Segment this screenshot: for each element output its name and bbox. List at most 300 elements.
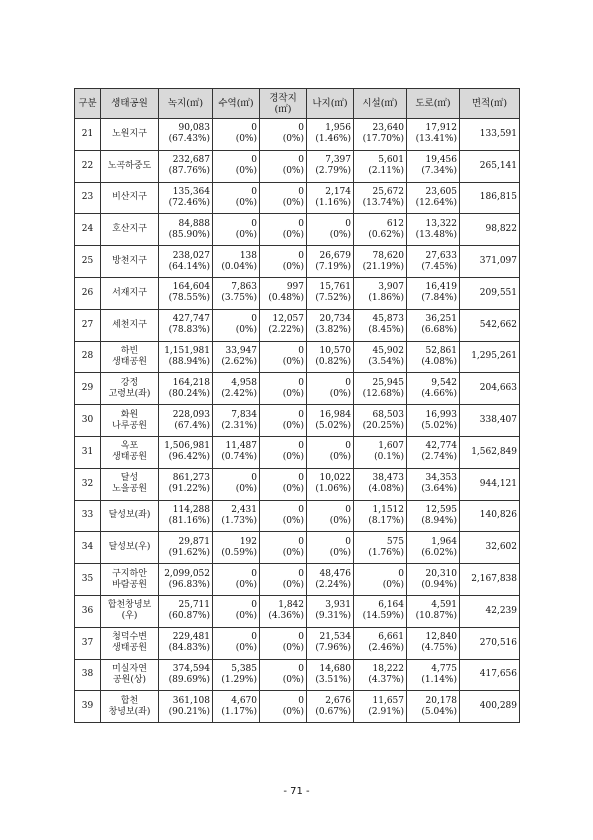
value-percent: (1.46%) xyxy=(315,134,351,145)
value-cell xyxy=(159,627,213,659)
value-cell xyxy=(260,627,307,659)
value-cell xyxy=(354,595,407,627)
value-amount: 0 xyxy=(298,123,304,134)
value-cell xyxy=(260,214,307,246)
value-cell xyxy=(159,214,213,246)
value-cell xyxy=(159,595,213,627)
table-row xyxy=(75,436,520,468)
value-amount: 36,251 xyxy=(425,314,457,325)
value-percent: (5.02%) xyxy=(315,420,351,431)
value-amount: 0 xyxy=(345,218,351,229)
value-cell xyxy=(213,246,260,278)
value-percent: (3.75%) xyxy=(221,293,257,304)
value-cell xyxy=(407,659,460,691)
value-amount: 0 xyxy=(298,441,304,452)
value-amount: 0 xyxy=(345,377,351,388)
value-cell xyxy=(159,373,213,405)
value-percent: (0%) xyxy=(282,166,304,177)
table-row xyxy=(75,691,520,723)
value-percent: (2.91%) xyxy=(368,706,404,717)
value-amount: 4,775 xyxy=(431,663,457,674)
value-amount: 10,570 xyxy=(319,345,351,356)
table-row xyxy=(75,532,520,564)
value-percent: (7.45%) xyxy=(421,261,457,272)
area-total: 417,656 xyxy=(460,659,520,691)
value-percent: (0%) xyxy=(329,388,351,399)
value-percent: (60.87%) xyxy=(168,611,210,622)
value-percent: (13.74%) xyxy=(362,197,404,208)
value-percent: (4.08%) xyxy=(421,356,457,367)
value-percent: (21.19%) xyxy=(362,261,404,272)
park-name xyxy=(101,691,159,723)
value-percent: (2.62%) xyxy=(221,356,257,367)
value-cell xyxy=(159,405,213,437)
value-percent: (0%) xyxy=(235,134,257,145)
value-cell xyxy=(407,627,460,659)
value-amount: 3,907 xyxy=(378,282,404,293)
area-total: 265,141 xyxy=(460,150,520,182)
park-name-line: 생태공원 xyxy=(112,356,147,367)
value-percent: (10.87%) xyxy=(415,611,457,622)
park-name-line: 호산지구 xyxy=(112,224,147,235)
value-cell xyxy=(307,468,354,500)
table-row xyxy=(75,182,520,214)
header-cell: 생태공원 xyxy=(101,89,159,119)
park-name xyxy=(101,277,159,309)
value-amount: 1,151,981 xyxy=(164,345,210,356)
value-cell xyxy=(307,277,354,309)
value-cell xyxy=(354,246,407,278)
value-amount: 9,542 xyxy=(431,377,457,388)
value-percent: (0%) xyxy=(282,579,304,590)
table-row xyxy=(75,500,520,532)
value-percent: (0%) xyxy=(282,674,304,685)
value-cell xyxy=(354,373,407,405)
row-id: 38 xyxy=(75,659,101,691)
value-percent: (0.74%) xyxy=(221,452,257,463)
land-use-table xyxy=(74,88,520,723)
value-amount: 0 xyxy=(251,473,257,484)
value-percent: (2.11%) xyxy=(368,166,404,177)
value-cell xyxy=(260,659,307,691)
value-amount: 0 xyxy=(345,536,351,547)
header-cell: 시설(㎡) xyxy=(354,89,407,119)
header-cell: 면적(㎡) xyxy=(460,89,520,119)
value-percent: (2.46%) xyxy=(368,643,404,654)
value-cell xyxy=(407,246,460,278)
value-cell xyxy=(307,659,354,691)
value-percent: (0%) xyxy=(235,643,257,654)
value-percent: (0%) xyxy=(329,515,351,526)
header-cell: 녹지(㎡) xyxy=(159,89,213,119)
value-cell xyxy=(407,436,460,468)
table-body xyxy=(75,119,520,723)
value-cell xyxy=(407,373,460,405)
value-amount: 0 xyxy=(298,155,304,166)
value-percent: (9.31%) xyxy=(315,611,351,622)
park-name-line: 합천 xyxy=(120,695,139,706)
value-percent: (3.82%) xyxy=(315,325,351,336)
value-percent: (8.17%) xyxy=(368,515,404,526)
header-cell: 경작지(㎡) xyxy=(260,89,307,119)
value-cell xyxy=(213,659,260,691)
table-row xyxy=(75,277,520,309)
value-percent: (84.83%) xyxy=(168,643,210,654)
value-percent: (4.66%) xyxy=(421,388,457,399)
park-name xyxy=(101,468,159,500)
value-amount: 19,456 xyxy=(425,155,457,166)
value-cell xyxy=(213,150,260,182)
row-id: 31 xyxy=(75,436,101,468)
row-id: 22 xyxy=(75,150,101,182)
park-name xyxy=(101,532,159,564)
value-percent: (6.02%) xyxy=(421,547,457,558)
park-name-line: 합천창녕보 xyxy=(107,600,152,611)
area-total: 542,662 xyxy=(460,309,520,341)
area-total: 133,591 xyxy=(460,119,520,151)
park-name-line: 강정 xyxy=(120,377,139,388)
value-amount: 192 xyxy=(239,536,257,547)
value-amount: 0 xyxy=(251,155,257,166)
value-cell xyxy=(307,246,354,278)
value-amount: 1,964 xyxy=(431,536,457,547)
value-cell xyxy=(213,277,260,309)
value-amount: 17,912 xyxy=(425,123,457,134)
value-amount: 0 xyxy=(251,186,257,197)
value-cell xyxy=(260,277,307,309)
value-amount: 238,027 xyxy=(172,250,210,261)
value-amount: 114,288 xyxy=(172,504,210,515)
value-amount: 23,605 xyxy=(425,186,457,197)
value-cell xyxy=(159,277,213,309)
row-id: 32 xyxy=(75,468,101,500)
header-cell: 나지(㎡) xyxy=(307,89,354,119)
table-row xyxy=(75,309,520,341)
value-amount: 1,842 xyxy=(278,600,304,611)
value-cell xyxy=(307,150,354,182)
area-total: 98,822 xyxy=(460,214,520,246)
value-percent: (2.79%) xyxy=(315,166,351,177)
value-amount: 78,620 xyxy=(372,250,404,261)
value-cell xyxy=(213,468,260,500)
value-percent: (88.94%) xyxy=(168,356,210,367)
header-cell: 수역(㎡) xyxy=(213,89,260,119)
value-cell xyxy=(260,150,307,182)
value-cell xyxy=(260,691,307,723)
area-total: 140,826 xyxy=(460,500,520,532)
value-amount: 7,397 xyxy=(325,155,351,166)
row-id: 24 xyxy=(75,214,101,246)
value-amount: 18,222 xyxy=(372,663,404,674)
value-amount: 84,888 xyxy=(178,218,210,229)
value-percent: (64.14%) xyxy=(168,261,210,272)
value-percent: (0%) xyxy=(282,229,304,240)
value-cell xyxy=(354,341,407,373)
value-cell xyxy=(213,500,260,532)
value-percent: (0%) xyxy=(235,579,257,590)
park-name-line: 노을공원 xyxy=(112,484,147,495)
value-percent: (1.06%) xyxy=(315,484,351,495)
table-row xyxy=(75,627,520,659)
value-percent: (1.29%) xyxy=(221,674,257,685)
table-row xyxy=(75,214,520,246)
park-name-line: 비산지구 xyxy=(112,192,147,203)
value-cell xyxy=(159,532,213,564)
value-cell xyxy=(307,627,354,659)
header-cell: 구분 xyxy=(75,89,101,119)
value-percent: (96.83%) xyxy=(168,579,210,590)
park-name xyxy=(101,373,159,405)
park-name-line: 달성보(좌) xyxy=(108,510,151,521)
value-percent: (0%) xyxy=(329,452,351,463)
park-name xyxy=(101,659,159,691)
value-percent: (0%) xyxy=(282,484,304,495)
value-percent: (0%) xyxy=(235,166,257,177)
value-percent: (4.36%) xyxy=(268,611,304,622)
value-amount: 164,218 xyxy=(172,377,210,388)
value-cell xyxy=(260,119,307,151)
value-cell xyxy=(159,150,213,182)
value-cell xyxy=(354,277,407,309)
value-percent: (0%) xyxy=(282,706,304,717)
value-percent: (80.24%) xyxy=(168,388,210,399)
value-amount: 861,273 xyxy=(172,473,210,484)
value-amount: 5,601 xyxy=(378,155,404,166)
value-amount: 2,099,052 xyxy=(164,568,210,579)
value-percent: (7.96%) xyxy=(315,643,351,654)
value-percent: (0%) xyxy=(282,547,304,558)
area-total: 371,097 xyxy=(460,246,520,278)
value-amount: 1,956 xyxy=(325,123,351,134)
park-name-line: (우) xyxy=(121,611,138,622)
value-percent: (1.17%) xyxy=(221,706,257,717)
value-cell xyxy=(354,119,407,151)
row-id: 35 xyxy=(75,564,101,596)
value-cell xyxy=(159,119,213,151)
value-cell xyxy=(354,150,407,182)
value-cell xyxy=(354,436,407,468)
value-cell xyxy=(213,119,260,151)
value-cell xyxy=(354,468,407,500)
value-amount: 374,594 xyxy=(172,663,210,674)
value-percent: (0%) xyxy=(329,547,351,558)
value-percent: (3.54%) xyxy=(368,356,404,367)
value-amount: 14,680 xyxy=(319,663,351,674)
park-name-line: 노곡하중도 xyxy=(107,160,152,171)
row-id: 30 xyxy=(75,405,101,437)
value-amount: 27,633 xyxy=(425,250,457,261)
park-name xyxy=(101,309,159,341)
value-percent: (0%) xyxy=(235,484,257,495)
value-amount: 12,595 xyxy=(425,504,457,515)
row-id: 37 xyxy=(75,627,101,659)
value-amount: 0 xyxy=(251,600,257,611)
value-percent: (8.94%) xyxy=(421,515,457,526)
value-amount: 0 xyxy=(298,536,304,547)
value-percent: (0%) xyxy=(235,325,257,336)
value-percent: (0%) xyxy=(282,643,304,654)
value-percent: (67.4%) xyxy=(174,420,210,431)
value-amount: 0 xyxy=(298,695,304,706)
value-cell xyxy=(260,341,307,373)
value-cell xyxy=(159,182,213,214)
area-total: 42,239 xyxy=(460,595,520,627)
value-amount: 20,310 xyxy=(425,568,457,579)
area-total: 32,602 xyxy=(460,532,520,564)
value-cell xyxy=(407,150,460,182)
value-amount: 1,1512 xyxy=(372,504,404,515)
value-cell xyxy=(407,214,460,246)
value-percent: (4.37%) xyxy=(368,674,404,685)
park-name-line: 창녕보(좌) xyxy=(108,706,151,717)
value-cell xyxy=(213,436,260,468)
value-cell xyxy=(354,627,407,659)
value-percent: (0%) xyxy=(282,452,304,463)
value-percent: (17.70%) xyxy=(362,134,404,145)
area-total: 209,551 xyxy=(460,277,520,309)
row-id: 25 xyxy=(75,246,101,278)
value-percent: (4.08%) xyxy=(368,484,404,495)
row-id: 27 xyxy=(75,309,101,341)
value-cell xyxy=(260,373,307,405)
row-id: 34 xyxy=(75,532,101,564)
value-amount: 13,322 xyxy=(425,218,457,229)
value-percent: (85.90%) xyxy=(168,229,210,240)
area-total: 1,562,849 xyxy=(460,436,520,468)
value-cell xyxy=(213,214,260,246)
value-percent: (4.75%) xyxy=(421,643,457,654)
value-amount: 29,871 xyxy=(178,536,210,547)
table-row xyxy=(75,468,520,500)
value-amount: 0 xyxy=(345,441,351,452)
value-percent: (0%) xyxy=(282,515,304,526)
value-amount: 11,657 xyxy=(372,695,404,706)
value-amount: 2,676 xyxy=(325,695,351,706)
value-percent: (14.59%) xyxy=(362,611,404,622)
value-percent: (0%) xyxy=(282,356,304,367)
value-cell xyxy=(213,373,260,405)
value-cell xyxy=(213,595,260,627)
park-name xyxy=(101,564,159,596)
value-amount: 0 xyxy=(251,568,257,579)
value-amount: 361,108 xyxy=(172,695,210,706)
value-percent: (0.48%) xyxy=(268,293,304,304)
value-amount: 33,947 xyxy=(225,345,257,356)
value-cell xyxy=(260,468,307,500)
value-percent: (6.68%) xyxy=(421,325,457,336)
value-cell xyxy=(407,500,460,532)
park-name-line: 세천지구 xyxy=(112,319,147,330)
value-percent: (0%) xyxy=(282,388,304,399)
value-percent: (0%) xyxy=(235,197,257,208)
value-amount: 16,984 xyxy=(319,409,351,420)
value-cell xyxy=(159,309,213,341)
value-percent: (12.64%) xyxy=(415,197,457,208)
value-amount: 427,747 xyxy=(172,314,210,325)
park-name-line: 노원지구 xyxy=(112,128,147,139)
value-amount: 228,093 xyxy=(172,409,210,420)
value-amount: 5,385 xyxy=(231,663,257,674)
value-amount: 12,057 xyxy=(272,314,304,325)
value-amount: 7,863 xyxy=(231,282,257,293)
value-cell xyxy=(354,691,407,723)
value-percent: (91.22%) xyxy=(168,484,210,495)
value-percent: (5.02%) xyxy=(421,420,457,431)
value-cell xyxy=(354,182,407,214)
park-name xyxy=(101,436,159,468)
value-cell xyxy=(307,436,354,468)
park-name-line: 하빈 xyxy=(120,345,139,356)
value-percent: (0%) xyxy=(329,229,351,240)
value-cell xyxy=(260,246,307,278)
value-cell xyxy=(260,500,307,532)
value-cell xyxy=(159,500,213,532)
park-name-line: 공원(상) xyxy=(112,674,147,685)
value-amount: 20,178 xyxy=(425,695,457,706)
value-percent: (0%) xyxy=(282,197,304,208)
value-amount: 0 xyxy=(298,568,304,579)
value-cell xyxy=(407,277,460,309)
value-percent: (3.51%) xyxy=(315,674,351,685)
value-amount: 0 xyxy=(298,663,304,674)
value-cell xyxy=(307,405,354,437)
value-percent: (67.43%) xyxy=(168,134,210,145)
table-row xyxy=(75,564,520,596)
value-cell xyxy=(407,468,460,500)
park-name-line: 나루공원 xyxy=(112,420,147,431)
value-percent: (0%) xyxy=(235,229,257,240)
value-cell xyxy=(213,532,260,564)
row-id: 28 xyxy=(75,341,101,373)
value-amount: 4,670 xyxy=(231,695,257,706)
value-amount: 4,591 xyxy=(431,600,457,611)
value-cell xyxy=(260,564,307,596)
park-name xyxy=(101,214,159,246)
value-percent: (2.42%) xyxy=(221,388,257,399)
value-cell xyxy=(307,532,354,564)
value-amount: 34,353 xyxy=(425,473,457,484)
value-percent: (0%) xyxy=(282,420,304,431)
value-percent: (78.55%) xyxy=(168,293,210,304)
value-amount: 25,945 xyxy=(372,377,404,388)
table-row xyxy=(75,119,520,151)
value-percent: (0%) xyxy=(235,611,257,622)
value-cell xyxy=(407,182,460,214)
value-amount: 0 xyxy=(298,218,304,229)
value-amount: 20,734 xyxy=(319,314,351,325)
value-cell xyxy=(307,373,354,405)
value-amount: 26,679 xyxy=(319,250,351,261)
value-amount: 2,431 xyxy=(231,504,257,515)
value-amount: 38,473 xyxy=(372,473,404,484)
value-amount: 15,761 xyxy=(319,282,351,293)
park-name-line: 미실자연 xyxy=(112,663,147,674)
park-name-line: 화원 xyxy=(120,409,139,420)
value-amount: 45,902 xyxy=(372,345,404,356)
value-percent: (0.1%) xyxy=(374,452,404,463)
row-id: 36 xyxy=(75,595,101,627)
value-amount: 21,534 xyxy=(319,632,351,643)
value-cell xyxy=(213,341,260,373)
value-cell xyxy=(354,532,407,564)
value-amount: 52,861 xyxy=(425,345,457,356)
value-percent: (0.04%) xyxy=(221,261,257,272)
value-percent: (0%) xyxy=(382,579,404,590)
value-amount: 1,506,981 xyxy=(164,441,210,452)
value-amount: 0 xyxy=(298,409,304,420)
value-amount: 229,481 xyxy=(172,632,210,643)
value-amount: 0 xyxy=(298,186,304,197)
